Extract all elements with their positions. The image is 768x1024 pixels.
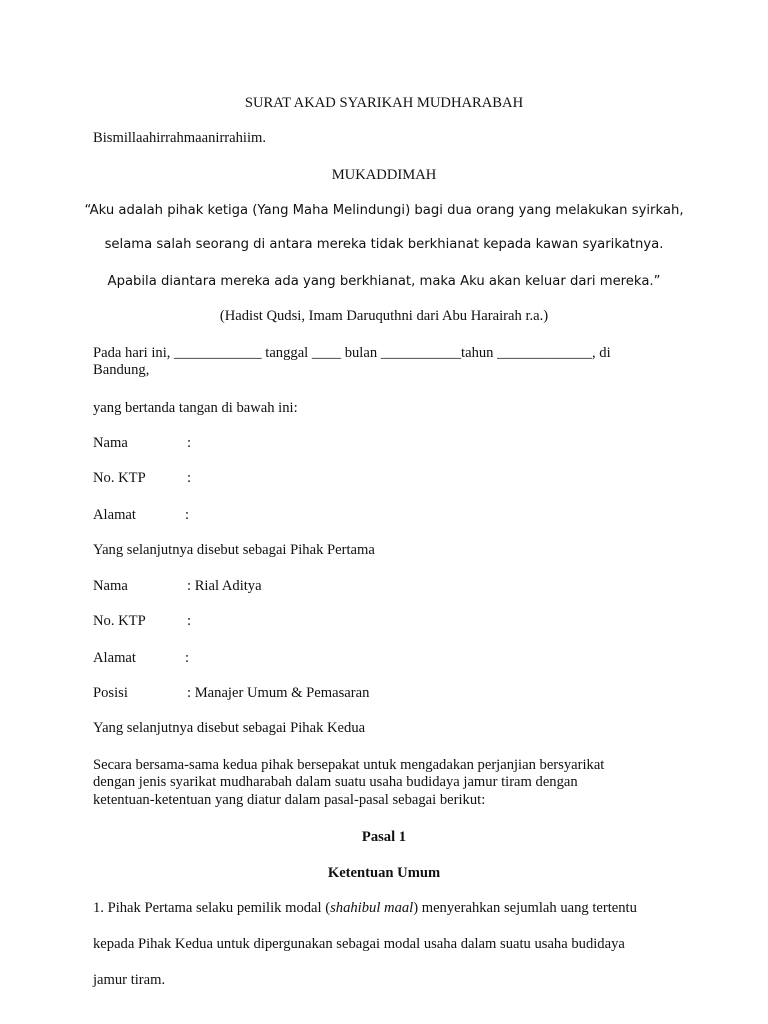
date-line-2: Bandung, — [93, 362, 150, 378]
party1-ktp-label: No. KTP — [93, 470, 146, 486]
party2-name-label: Nama — [93, 578, 128, 594]
party1-ktp-value: : — [187, 470, 192, 486]
clause1-line-1 — [93, 900, 637, 917]
party2-ktp-label: No. KTP — [93, 613, 146, 629]
party1-address-value: : — [185, 507, 190, 523]
party2-ktp-value: : — [187, 613, 192, 629]
party1-name-value: : — [187, 435, 192, 451]
party2-position-row — [93, 685, 369, 702]
party2-address-row — [93, 650, 189, 667]
party2-name-row — [93, 578, 262, 595]
party1-name-row — [93, 435, 191, 452]
quote-source: (Hadist Qudsi, Imam Daruquthni dari Abu Harairah r.a.) — [219, 308, 549, 324]
pasal-subheading: Ketentuan Umum — [327, 865, 441, 881]
clause1-prefix: 1. Pihak Pertama selaku pemilik modal ( — [93, 900, 331, 916]
clause1-line-2: kepada Pihak Kedua untuk dipergunakan sebagai modal usaha dalam suatu usaha budidaya — [93, 936, 625, 952]
party1-ktp-row — [93, 470, 191, 487]
quote-line-1: “Aku adalah pihak ketiga (Yang Maha Melindungi) bagi dua orang yang melakukan syirkah, — [84, 203, 684, 218]
party2-name-value: : Rial Aditya — [187, 578, 262, 594]
party2-position-value: : Manajer Umum & Pemasaran — [187, 685, 370, 701]
party1-designation: Yang selanjutnya disebut sebagai Pihak Pertama — [93, 542, 375, 558]
agreement-line-3: ketentuan-ketentuan yang diatur dalam pasal-pasal sebagai berikut: — [93, 792, 486, 808]
signed-intro: yang bertanda tangan di bawah ini: — [93, 400, 298, 416]
party2-ktp-row — [93, 613, 191, 630]
party2-address-value: : — [185, 650, 190, 666]
party2-address-label: Alamat — [93, 650, 136, 666]
pasal-heading: Pasal 1 — [361, 829, 407, 845]
document-title: SURAT AKAD SYARIKAH MUDHARABAH — [244, 95, 524, 111]
party1-name-label: Nama — [93, 435, 128, 451]
clause1-suffix: ) menyerahkan sejumlah uang tertentu — [413, 900, 637, 916]
agreement-line-2: dengan jenis syarikat mudharabah dalam suatu usaha budidaya jamur tiram dengan — [93, 774, 578, 790]
basmala-line: Bismillaahirrahmaanirrahiim. — [93, 130, 267, 146]
quote-line-2: selama salah seorang di antara mereka tidak berkhianat kepada kawan syarikatnya. — [104, 237, 664, 252]
quote-line-3: Apabila diantara mereka ada yang berkhianat, maka Aku akan keluar dari mereka.” — [107, 274, 661, 289]
party2-position-label: Posisi — [93, 685, 128, 701]
mukaddimah-heading: MUKADDIMAH — [331, 167, 437, 183]
clause1-italic-term: shahibul maal — [330, 900, 414, 916]
party2-designation: Yang selanjutnya disebut sebagai Pihak Kedua — [93, 720, 366, 736]
date-line-1: Pada hari ini, ____________ tanggal ____ bulan ___________tahun _____________, di — [93, 345, 611, 361]
clause1-line-3: jamur tiram. — [93, 972, 166, 988]
party1-address-label: Alamat — [93, 507, 136, 523]
agreement-line-1: Secara bersama-sama kedua pihak bersepakat untuk mengadakan perjanjian bersyarikat — [93, 757, 605, 773]
party1-address-row — [93, 507, 189, 524]
